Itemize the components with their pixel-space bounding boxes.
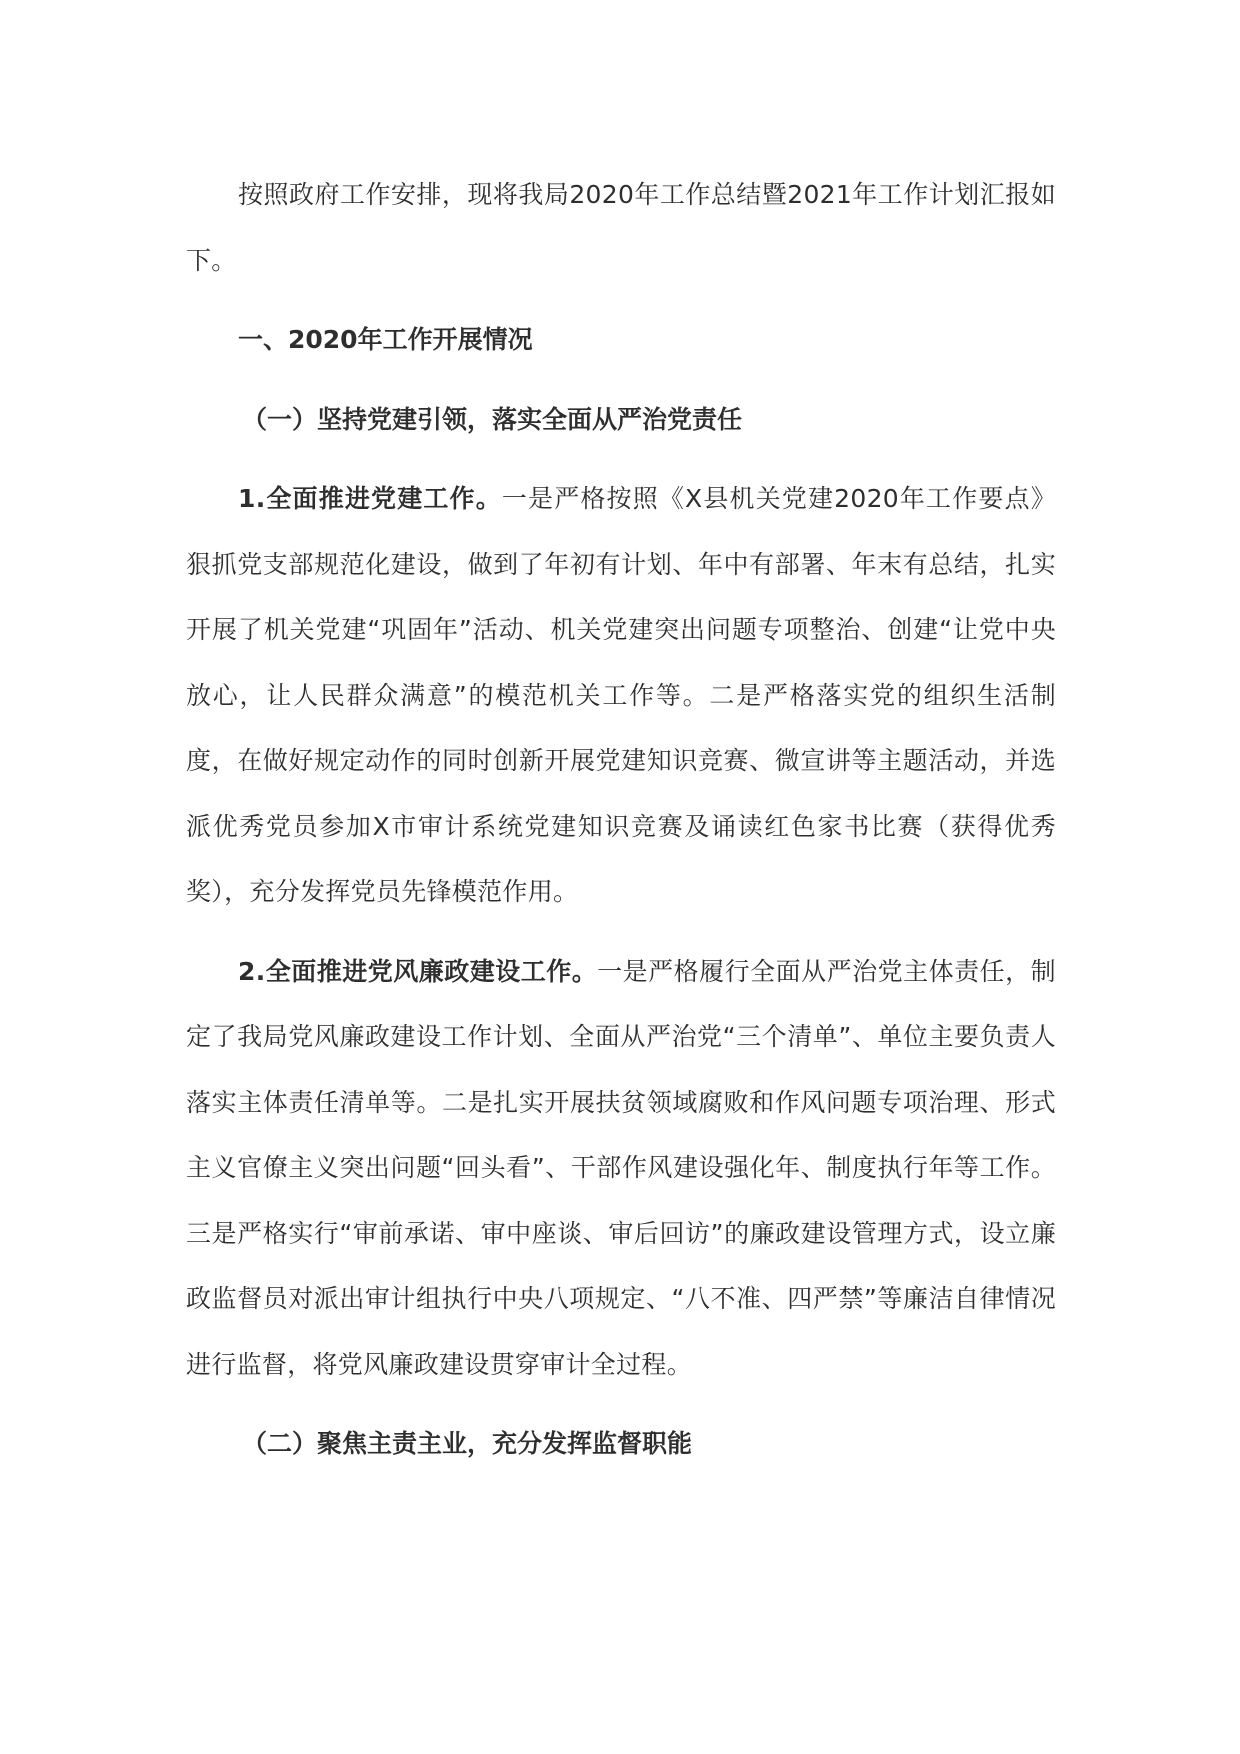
spacer: [186, 452, 1056, 466]
item-paragraph-2: [186, 939, 1056, 1398]
section-heading-1: 一、2020年工作开展情况: [238, 325, 533, 354]
item-paragraph-1: [186, 466, 1056, 925]
intro-paragraph: 按照政府工作安排，现将我局2020年工作总结暨2021年工作计划汇报如下。: [186, 180, 1056, 275]
spacer: [186, 1397, 1056, 1411]
spacer: [186, 293, 1056, 307]
item-text-2: 一是严格履行全面从严治党主体责任，制定了我局党风廉政建设工作计划、全面从严治党“三个清单”、单位主要负责人落实主体责任清单等。二是扎实开展扶贫领域腐败和作风问题专项治理、形式主义官僚主义突出问题“回头看”、干部作风建设强化年、制度执行年等工作。三是严格实行“审前承诺、审中座谈、审后回访”的廉政建设管理方式，设立廉政监督员对派出审计组执行中央八项规定、“八不准、四严禁”等廉洁自律情况进行监督，将党风廉政建设贯穿审计全过程。: [186, 956, 1056, 1379]
document-body: [186, 162, 1056, 1477]
subsection-heading-2: （二）聚焦主责主业，充分发挥监督职能: [242, 1429, 693, 1458]
spacer: [186, 373, 1056, 387]
subsection-heading-1: （一）坚持党建引领，落实全面从严治党责任: [242, 404, 743, 434]
item-lead-1: 1.全面推进党建工作。: [238, 484, 502, 513]
spacer: [186, 925, 1056, 939]
item-lead-2: 2.全面推进党风廉政建设工作。: [238, 956, 598, 986]
item-text-1: 一是严格按照《X县机关党建2020年工作要点》狠抓党支部规范化建设，做到了年初有计划、年中有部署、年末有总结，扎实开展了机关党建“巩固年”活动、机关党建突出问题专项整治、创建“让党中央放心，让人民群众满意”的模范机关工作等。二是严格落实党的组织生活制度，在做好规定动作的同时创新开展党建知识竞赛、微宣讲等主题活动，并选派优秀党员参加X市审计系统党建知识竞赛及诵读红色家书比赛（获得优秀奖），充分发挥党员先锋模范作用。: [186, 484, 1056, 906]
